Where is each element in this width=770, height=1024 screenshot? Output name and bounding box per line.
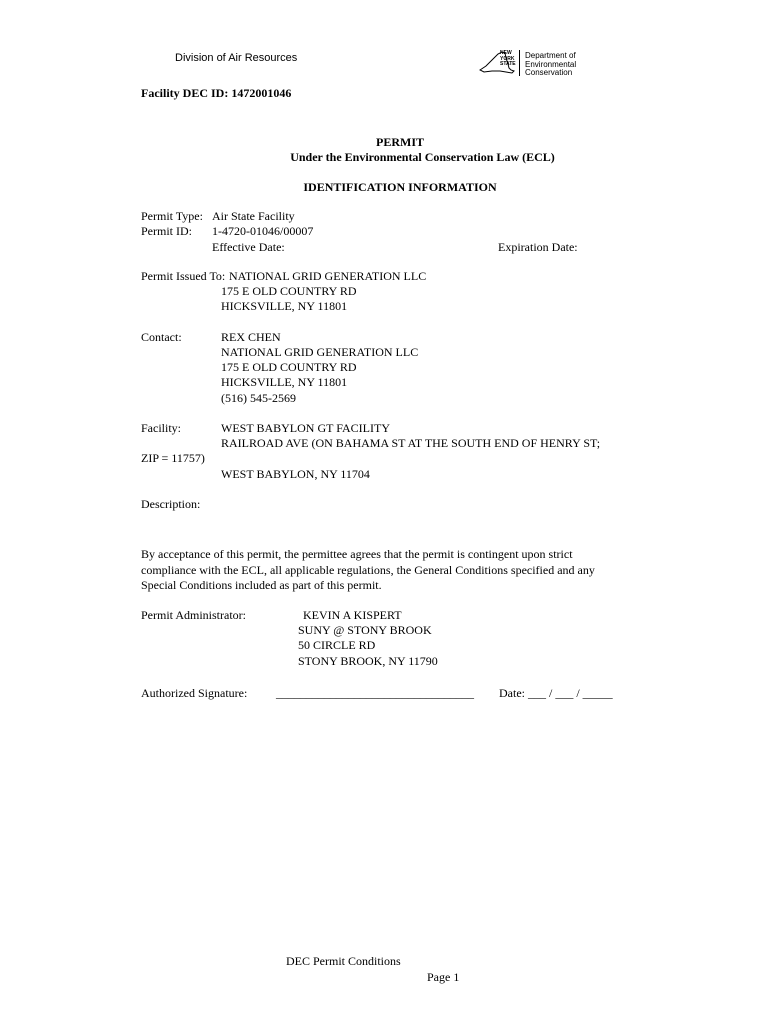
administrator-label: Permit Administrator: (141, 608, 246, 622)
logo-dept-line: Department of (525, 51, 576, 60)
facility-zip: ZIP = 11757) (141, 451, 205, 465)
logo-dept-text (525, 52, 576, 78)
expiration-date-label: Expiration Date: (498, 240, 578, 254)
logo-state-text (500, 51, 516, 68)
contact-line: REX CHEN (221, 330, 281, 344)
contact-line: (516) 545-2569 (221, 391, 296, 405)
facility-dec-id: Facility DEC ID: 1472001046 (141, 86, 292, 100)
permit-type-value: Air State Facility (212, 209, 295, 223)
permit-type-label: Permit Type: (141, 209, 203, 223)
logo-divider (519, 50, 520, 76)
acceptance-line: Special Conditions included as part of this permit. (141, 578, 382, 592)
contact-line: HICKSVILLE, NY 11801 (221, 375, 348, 389)
logo-state-line: NEW (500, 50, 512, 56)
page-number: Page 1 (427, 970, 460, 984)
permit-id-label: Permit ID: (141, 224, 192, 238)
facility-city: WEST BABYLON, NY 11704 (221, 467, 370, 481)
administrator-line: STONY BROOK, NY 11790 (298, 654, 438, 668)
footer-conditions: DEC Permit Conditions (286, 954, 401, 968)
acceptance-line: compliance with the ECL, all applicable regulations, the General Conditions specified and any (141, 563, 595, 577)
contact-line: 175 E OLD COUNTRY RD (221, 360, 357, 374)
signature-label: Authorized Signature: (141, 686, 248, 700)
facility-name: WEST BABYLON GT FACILITY (221, 421, 390, 435)
logo-dept-line: Conservation (525, 68, 573, 77)
permit-title: PERMIT (376, 135, 424, 149)
acceptance-line: By acceptance of this permit, the permittee agrees that the permit is contingent upon strict (141, 547, 573, 561)
logo-dept-line: Environmental (525, 59, 577, 69)
description-label: Description: (141, 497, 201, 511)
permit-id-value: 1-4720-01046/00007 (212, 224, 314, 238)
signature-date: Date: ___ / ___ / _____ (499, 686, 613, 700)
facility-address1: RAILROAD AVE (ON BAHAMA ST AT THE SOUTH END OF HENRY ST; (221, 436, 601, 450)
administrator-line: SUNY @ STONY BROOK (298, 623, 432, 637)
issued-to-address1: 175 E OLD COUNTRY RD (221, 284, 357, 298)
division-name: Division of Air Resources (175, 52, 298, 64)
permit-subtitle: Under the Environmental Conservation Law (ECL) (290, 150, 555, 164)
issued-to-label: Permit Issued To: (141, 269, 226, 283)
logo-state-line: STATE (500, 61, 516, 67)
administrator-line: KEVIN A KISPERT (303, 608, 402, 622)
contact-label: Contact: (141, 330, 182, 344)
issued-to-name: NATIONAL GRID GENERATION LLC (229, 269, 427, 283)
effective-date-label: Effective Date: (212, 240, 285, 254)
facility-label: Facility: (141, 421, 181, 435)
contact-line: NATIONAL GRID GENERATION LLC (221, 345, 419, 359)
logo-state-line: YORK (500, 55, 515, 62)
administrator-line: 50 CIRCLE RD (298, 638, 376, 652)
issued-to-address2: HICKSVILLE, NY 11801 (221, 299, 348, 313)
identification-heading: IDENTIFICATION INFORMATION (303, 180, 497, 194)
signature-line: _________________________________ (276, 686, 474, 700)
